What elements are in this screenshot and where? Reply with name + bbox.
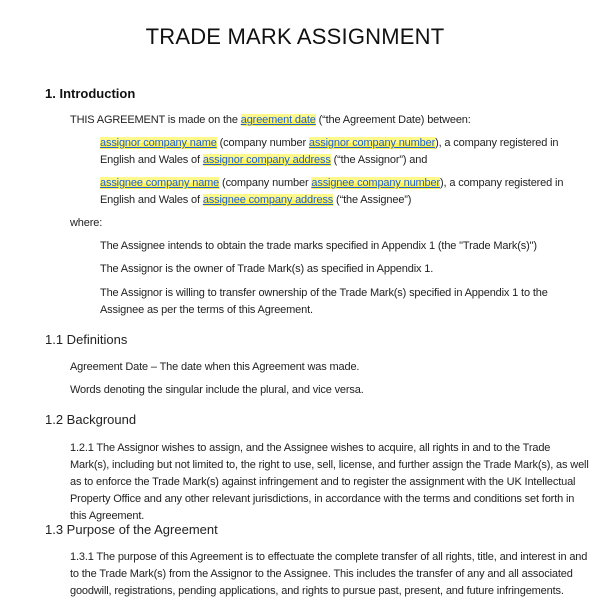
- agreement-date-field[interactable]: agreement date: [240, 114, 316, 126]
- assignor-text-1: (company number: [216, 137, 309, 149]
- section-heading-purpose: 1.3 Purpose of the Agreement: [45, 522, 218, 537]
- assignee-company-number-field[interactable]: assignee company number: [311, 177, 441, 189]
- assignor-text-2: ), a company registered in English and Wales of: [100, 137, 559, 166]
- document-title: TRADE MARK ASSIGNMENT: [145, 24, 445, 49]
- assignor-company-name-field[interactable]: assignor company name: [100, 137, 217, 149]
- definition-item: Words denoting the singular include the plural, and vice versa.: [70, 384, 364, 396]
- section-heading-introduction: 1. Introduction: [45, 86, 136, 101]
- assignor-paragraph: [100, 135, 585, 169]
- definition-item: Agreement Date – The date when this Agreement was made.: [70, 361, 360, 373]
- assignor-company-address-field[interactable]: assignor company address: [202, 154, 331, 166]
- section-heading-background: 1.2 Background: [45, 412, 137, 427]
- purpose-paragraph: 1.3.1 The purpose of this Agreement is to effectuate the complete transfer of all rights, title, and interest in and to the Trade Mark(s) from the Assignor to the Assignee. This includes the transfer of any and all associated goodwill, registrations, pending applications, and rights to pursue past, present, and future infringements.: [70, 551, 588, 597]
- assignee-text-1: (company number: [219, 177, 312, 189]
- recital-3: The Assignor is willing to transfer ownership of the Trade Mark(s) specified in Appendix 1 to the Assignee as per the terms of this Agreement.: [100, 287, 548, 316]
- assignee-company-address-field[interactable]: assignee company address: [202, 194, 334, 206]
- assignee-text-2: ), a company registered in English and Wales of: [100, 177, 564, 206]
- intro-text-end: (“the Agreement Date) between:: [315, 114, 471, 126]
- assignee-text-end: (“the Assignee”): [333, 194, 412, 206]
- assignor-text-end: (“the Assignor”) and: [330, 154, 428, 166]
- recital-2: The Assignor is the owner of Trade Mark(s) as specified in Appendix 1.: [100, 263, 434, 275]
- section-heading-definitions: 1.1 Definitions: [45, 332, 128, 347]
- assignee-company-name-field[interactable]: assignee company name: [100, 177, 220, 189]
- assignee-paragraph: [100, 175, 585, 209]
- agreement-intro-paragraph: [70, 112, 590, 129]
- recital-1: The Assignee intends to obtain the trade marks specified in Appendix 1 (the "Trade Mark(s)"): [100, 240, 537, 252]
- background-paragraph: 1.2.1 The Assignor wishes to assign, and the Assignee wishes to acquire, all rights in and to the Trade Mark(s), including but not limited to, the right to use, sell, license, and further assign the Trade Mark(s), as well as to enforce the Trade Mark(s) against infringement and to register the assignment with the UK Intellectual Property Office and any other relevant jurisdictions, in accordance with the terms and conditions set forth in this Agreement.: [70, 442, 589, 522]
- where-label: where:: [70, 217, 103, 229]
- assignor-company-number-field[interactable]: assignor company number: [308, 137, 436, 149]
- intro-text: THIS AGREEMENT is made on the: [70, 114, 241, 126]
